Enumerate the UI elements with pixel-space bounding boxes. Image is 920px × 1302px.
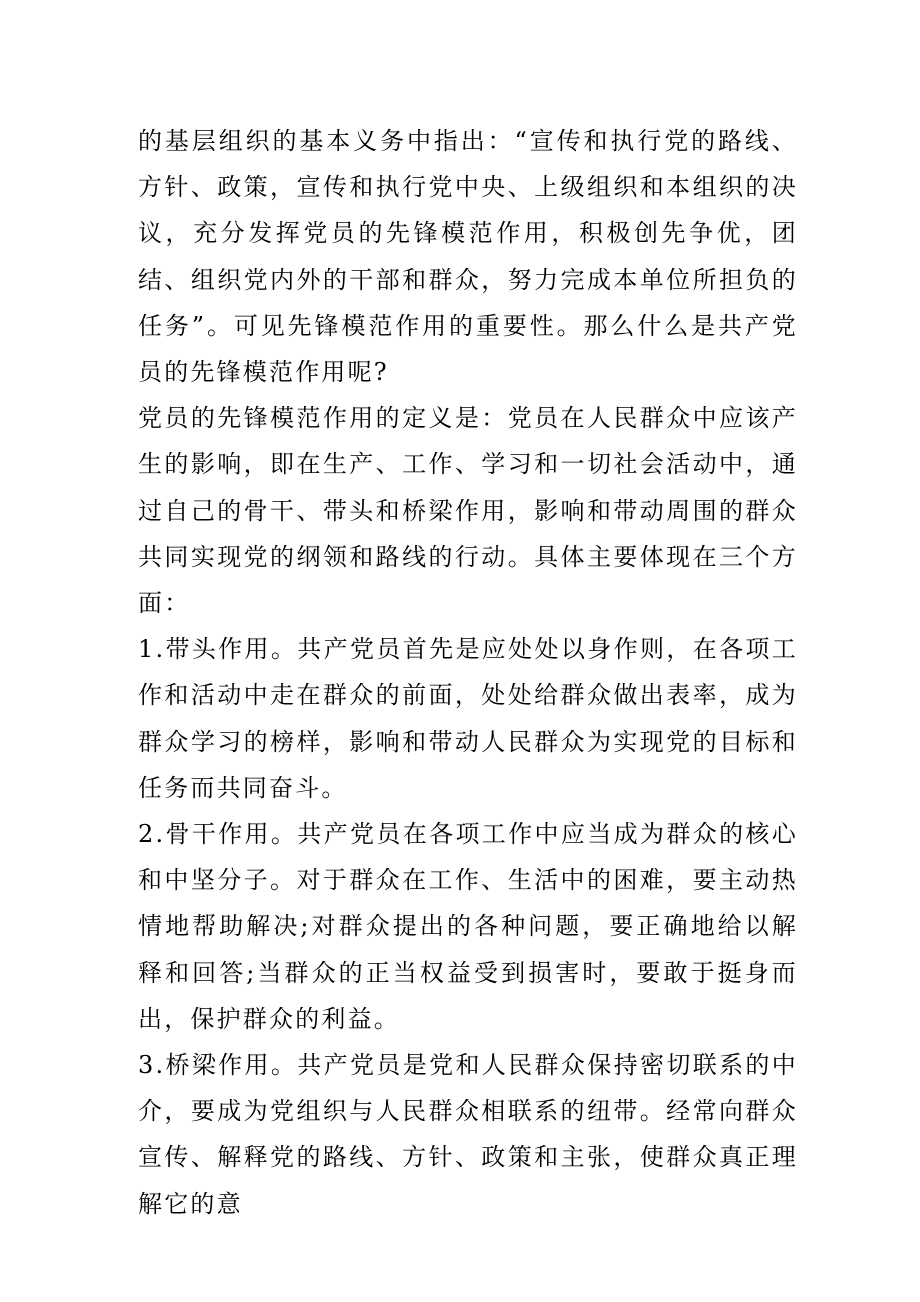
paragraph-intro: 的基层组织的基本义务中指出：“宣传和执行党的路线、方针、政策，宣传和执行党中央、上级组织和本组织的决议，充分发挥党员的先锋模范作用，积极创先争优，团结、组织党内外的干部和群众，努力完成本单位所担负的任务”。可见先锋模范作用的重要性。那么什么是共产党员的先锋模范作用呢? — [138, 127, 798, 387]
paragraph-bridge-role: 3.桥梁作用。共产党员是党和人民群众保持密切联系的中介，要成为党组织与人民群众相联系的纽带。经常向群众宣传、解释党的路线、方针、政策和主张，使群众真正理解它的意 — [138, 1051, 798, 1218]
paragraph-leading-role: 1.带头作用。共产党员首先是应处处以身作则，在各项工作和活动中走在群众的前面，处处给群众做出表率，成为群众学习的榜样，影响和带动人民群众为实现党的目标和任务而共同奋斗。 — [138, 635, 798, 802]
paragraph-backbone-role: 2.骨干作用。共产党员在各项工作中应当成为群众的核心和中坚分子。对于群众在工作、生活中的困难，要主动热情地帮助解决;对群众提出的各种问题，要正确地给以解释和回答;当群众的正当权益受到损害时，要敢于挺身而出，保护群众的利益。 — [138, 820, 798, 1033]
document-page — [138, 118, 798, 1227]
paragraph-definition: 党员的先锋模范作用的定义是：党员在人民群众中应该产生的影响，即在生产、工作、学习和一切社会活动中，通过自己的骨干、带头和桥梁作用，影响和带动周围的群众共同实现党的纲领和路线的行动。具体主要体现在三个方面： — [138, 404, 798, 618]
